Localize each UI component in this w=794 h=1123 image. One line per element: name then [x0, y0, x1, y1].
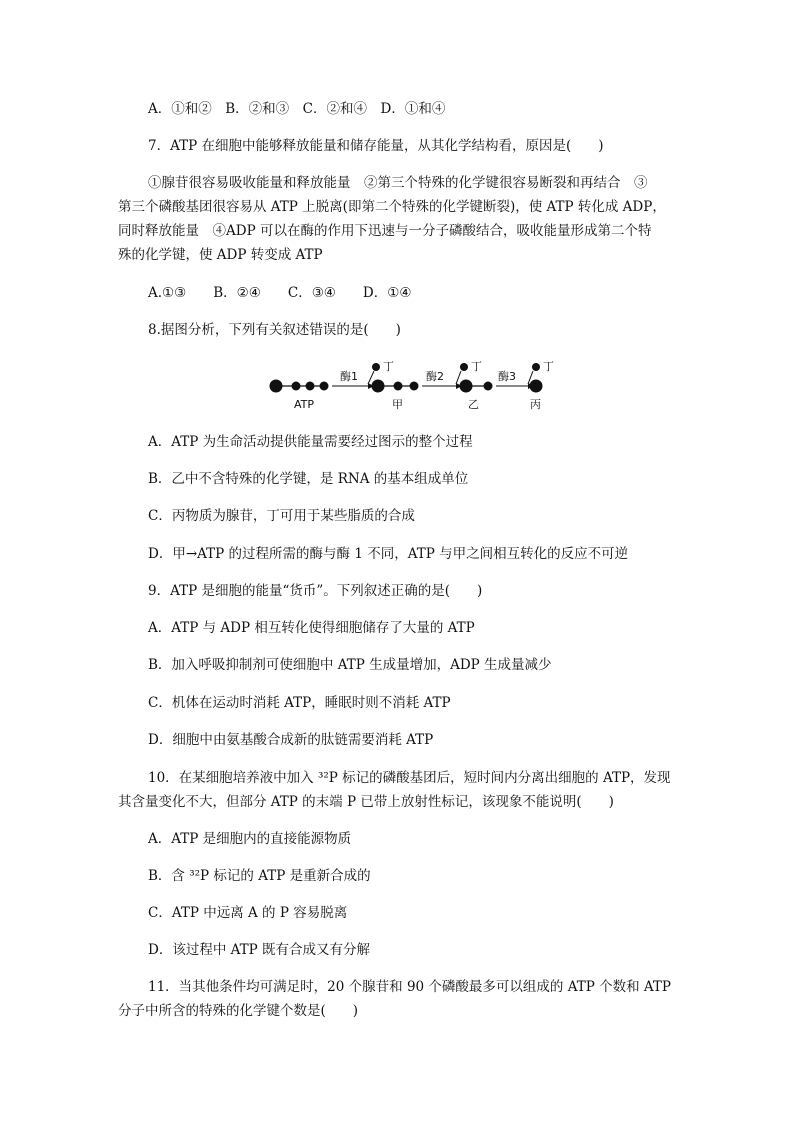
- q9-option-d: D．细胞中由氨基酸合成新的肽链需要消耗 ATP: [148, 732, 434, 748]
- q10-stem-line-2: 其含量变化不大，但部分 ATP 的末端 P 已带上放射性标记，该现象不能说明( ): [118, 794, 614, 810]
- q8-option-d: D．甲→ATP 的过程所需的酶与酶 1 不同，ATP 与甲之间相互转化的反应不可逆: [148, 546, 629, 562]
- q8-option-b: B．乙中不含特殊的化学键，是 RNA 的基本组成单位: [148, 471, 469, 487]
- q7-body-line-1: ①腺苷很容易吸收能量和释放能量 ②第三个特殊的化学键很容易断裂和再结合 ③: [148, 175, 648, 191]
- q8-option-a: A．ATP 为生命活动提供能量需要经过图示的整个过程: [148, 434, 473, 450]
- enzyme-1-label: 酶1: [340, 370, 358, 383]
- bing-molecule: [530, 380, 543, 393]
- q8-stem: 8.据图分析，下列有关叙述错误的是( ): [148, 322, 401, 338]
- released-phosphate-1: [372, 363, 380, 371]
- released-phosphate-3: [532, 363, 540, 371]
- released-label-3: 丁: [543, 360, 554, 373]
- q10-option-d: D．该过程中 ATP 既有合成又有分解: [148, 942, 371, 958]
- q7-body-line-4: 殊的化学键，使 ADP 转变成 ATP: [118, 247, 323, 263]
- q7-body-line-3: 同时释放能量 ④ADP 可以在酶的作用下迅速与一分子磷酸结合，吸收能量形成第二个特: [118, 223, 652, 239]
- q10-option-a: A．ATP 是细胞内的直接能源物质: [148, 831, 352, 847]
- atp-hydrolysis-diagram: [262, 356, 562, 414]
- q7-stem: 7．ATP 在细胞中能够释放能量和储存能量，从其化学结构看，原因是( ): [148, 138, 604, 154]
- enzyme-3-label: 酶3: [498, 370, 516, 383]
- released-phosphate-2: [460, 363, 468, 371]
- q9-option-a: A．ATP 与 ADP 相互转化使得细胞储存了大量的 ATP: [148, 620, 475, 636]
- q11-stem-line-1: 11．当其他条件均可满足时，20 个腺苷和 90 个磷酸最多可以组成的 ATP 个数和 ATP: [148, 979, 671, 995]
- q11-stem-line-2: 分子中所含的特殊的化学键个数是( ): [118, 1003, 359, 1019]
- q7-body-line-2: 第三个磷酸基团很容易从 ATP 上脱离(即第二个特殊的化学键断裂)，使 ATP 转化成 ADP，: [118, 199, 666, 215]
- q8-option-c: C．丙物质为腺苷，丁可用于某些脂质的合成: [148, 508, 415, 524]
- q9-option-c: C．机体在运动时消耗 ATP，睡眠时则不消耗 ATP: [148, 695, 451, 711]
- atp-molecule: [270, 380, 329, 393]
- q6-options: A．①和② B．②和③ C．②和④ D．①和④: [148, 101, 446, 117]
- enzyme-2-label: 酶2: [426, 370, 444, 383]
- q10-option-b: B．含 ³²P 标记的 ATP 是重新合成的: [148, 868, 371, 884]
- label-jia: 甲: [392, 398, 403, 411]
- jia-molecule: [372, 380, 419, 393]
- q7-options: A.①③ B．②④ C．③④ D．①④: [148, 285, 412, 301]
- q10-option-c: C．ATP 中远离 A 的 P 容易脱离: [148, 905, 348, 921]
- released-label-2: 丁: [471, 360, 482, 373]
- released-label-1: 丁: [383, 360, 394, 373]
- yi-molecule: [460, 380, 493, 393]
- q9-option-b: B．加入呼吸抑制剂可使细胞中 ATP 生成量增加，ADP 生成量减少: [148, 657, 552, 673]
- q9-stem: 9．ATP 是细胞的能量“货币”。下列叙述正确的是( ): [148, 583, 483, 599]
- q10-stem-line-1: 10．在某细胞培养液中加入 ³²P 标记的磷酸基团后，短时间内分离出细胞的 ATP，发现: [148, 770, 671, 786]
- label-yi: 乙: [468, 398, 479, 411]
- label-bing: 丙: [530, 398, 541, 411]
- label-atp: ATP: [294, 398, 315, 411]
